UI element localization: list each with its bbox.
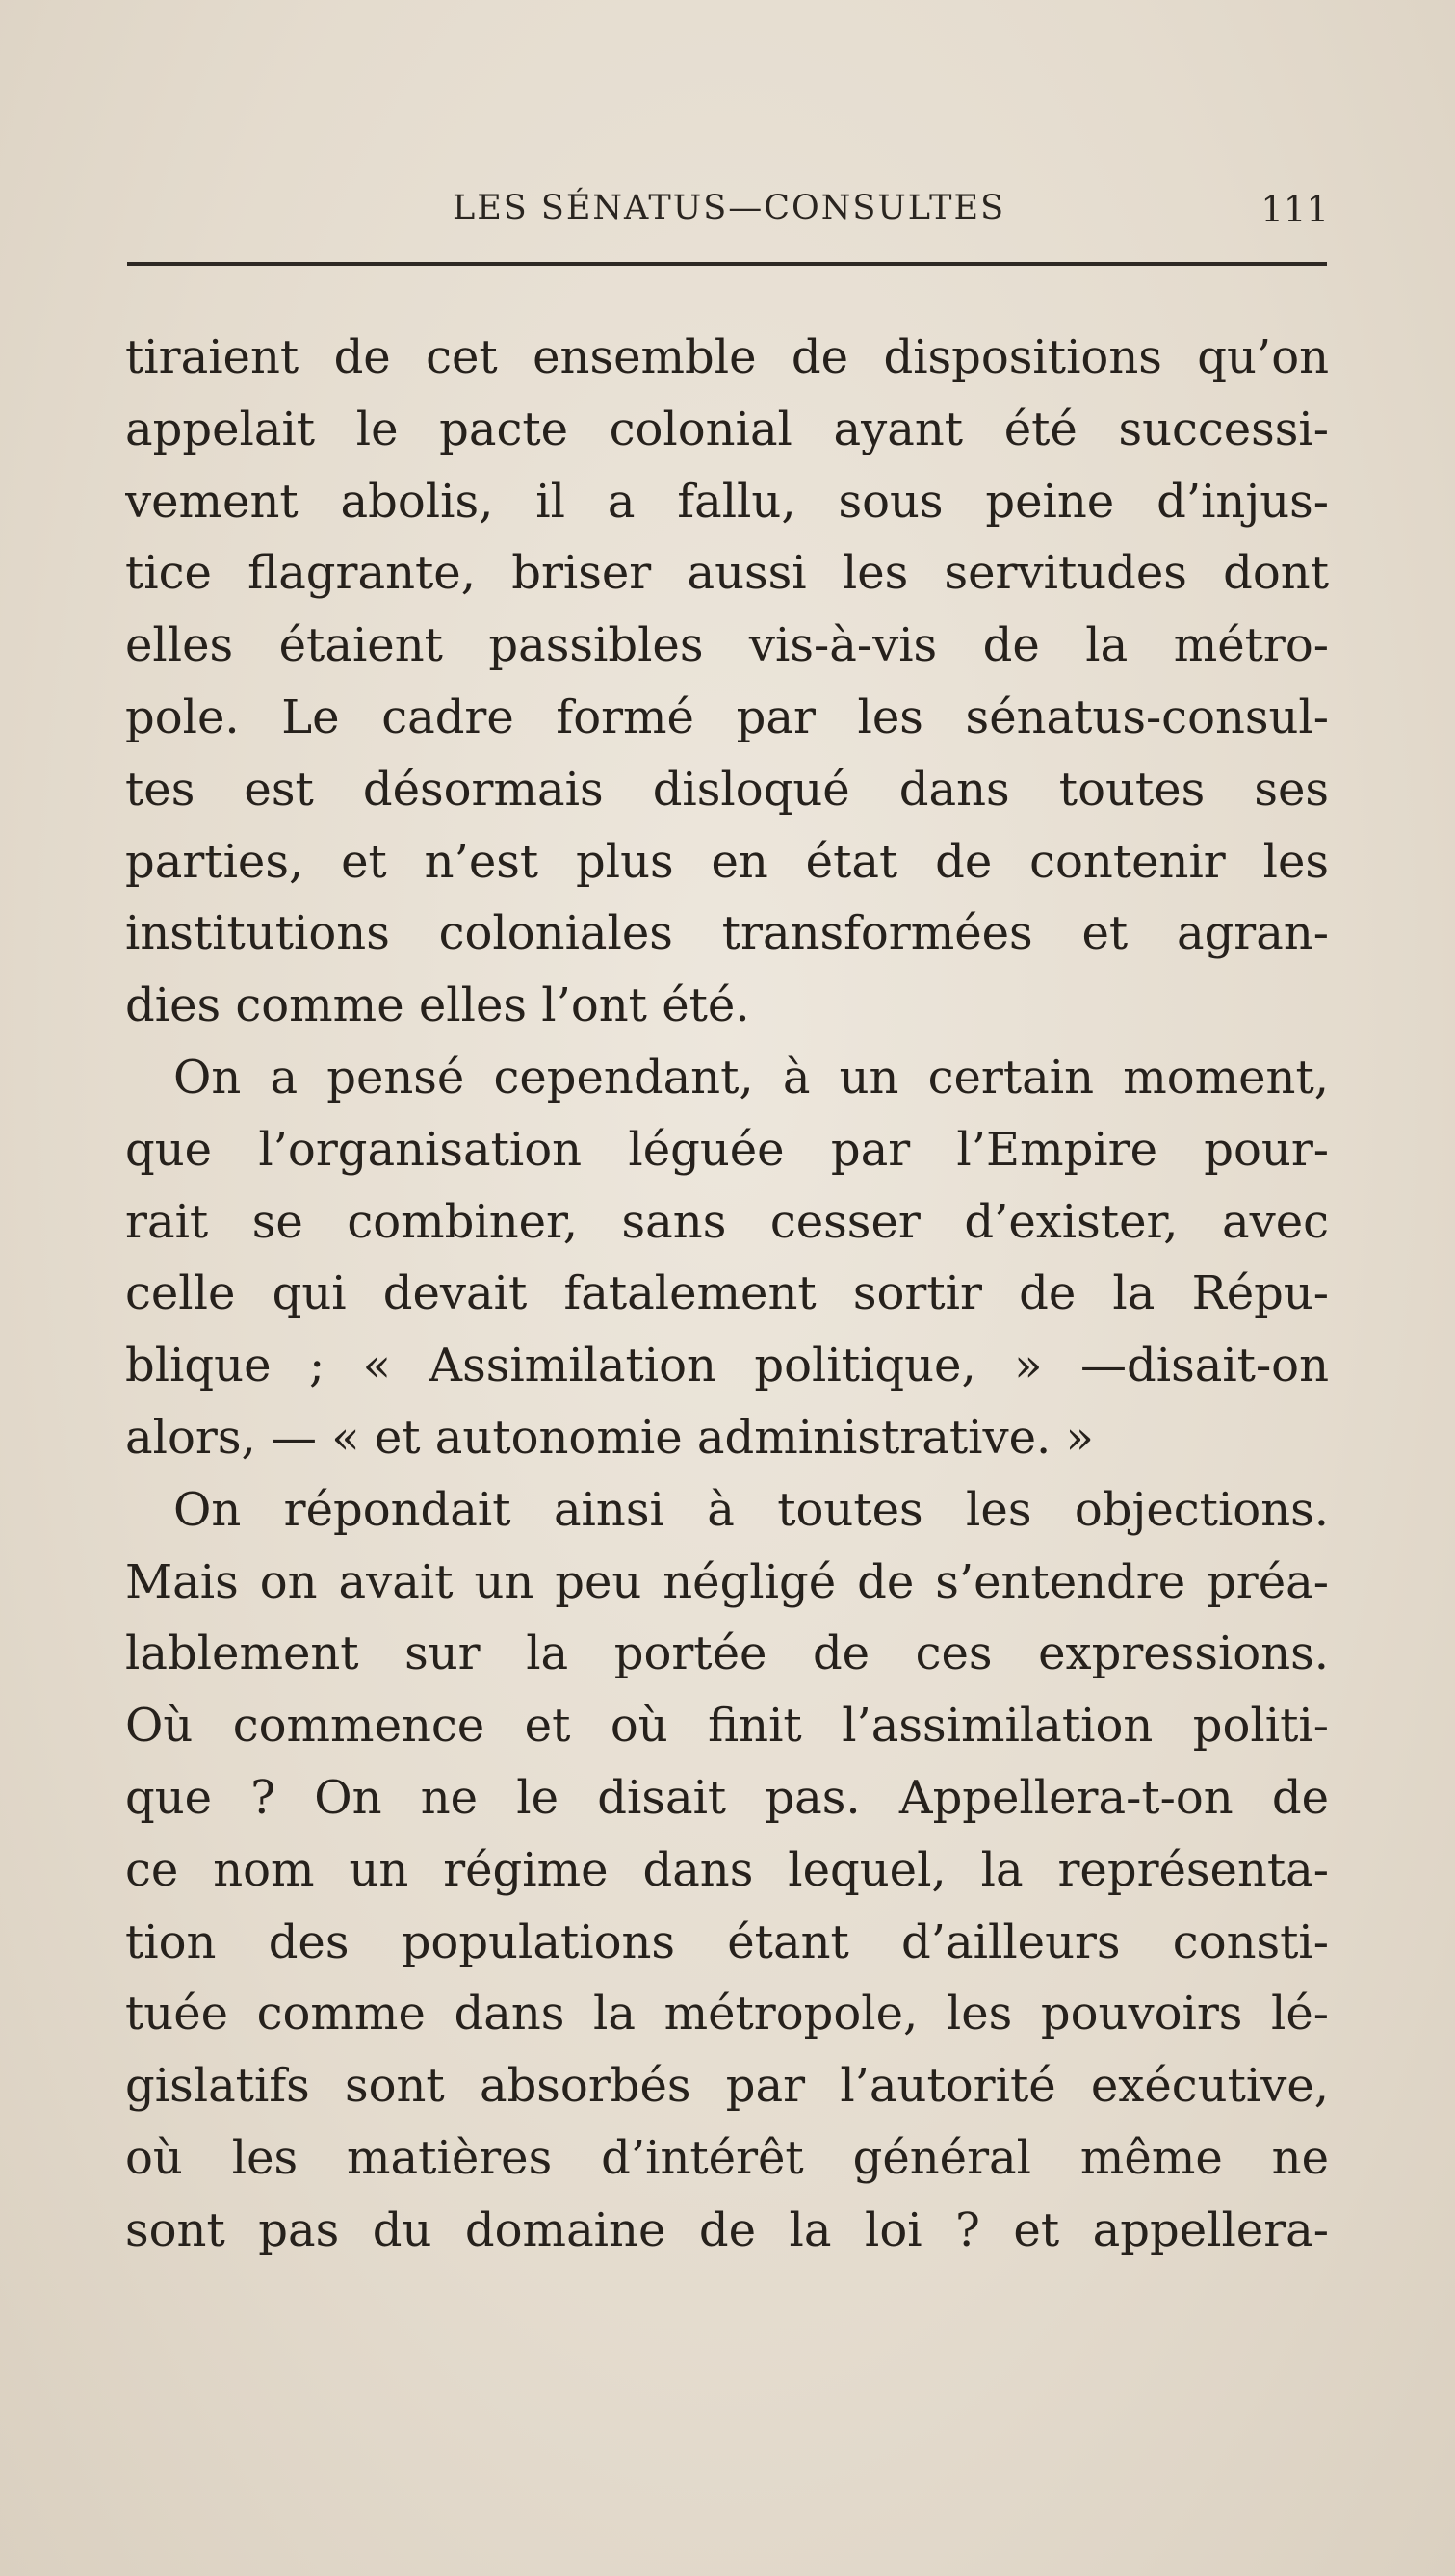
text-line: que ? On ne le disait pas. Appellera-t-on de xyxy=(125,1770,1329,1825)
text-line: blique ; « Assimilation politique, » —disait-on xyxy=(125,1339,1329,1393)
text-line: où les matières d’intérêt général même ne xyxy=(125,2130,1329,2185)
header-rule xyxy=(127,262,1327,266)
text-line: gislatifs sont absorbés par l’autorité exécutive, xyxy=(125,2059,1329,2114)
text-line: tice flagrante, briser aussi les servitudes dont xyxy=(125,546,1329,601)
text-line: alors, — « et autonomie administrative. » xyxy=(125,1410,1094,1465)
running-title: LES SÉNATUS—CONSULTES xyxy=(453,189,1006,227)
text-line: que l’organisation léguée par l’Empire pour- xyxy=(125,1122,1329,1177)
text-line: elles étaient passibles vis-à-vis de la métro- xyxy=(125,618,1329,673)
body-text xyxy=(125,322,1329,2267)
text-line: Où commence et où finit l’assimilation politi- xyxy=(125,1699,1329,1754)
text-line: tuée comme dans la métropole, les pouvoirs lé- xyxy=(125,1987,1329,2042)
running-head xyxy=(125,189,1329,237)
text-line: On a pensé cependant, à un certain moment, xyxy=(173,1050,1329,1105)
text-line: tion des populations étant d’ailleurs consti- xyxy=(125,1914,1329,1969)
text-line: tiraient de cet ensemble de dispositions qu’on xyxy=(125,330,1329,384)
text-line: On répondait ainsi à toutes les objections. xyxy=(173,1482,1329,1537)
text-line: vement abolis, il a fallu, sous peine d’injus- xyxy=(125,474,1329,529)
text-line: institutions coloniales transformées et agran- xyxy=(125,906,1329,961)
text-line: celle qui devait fatalement sortir de la Répu- xyxy=(125,1266,1329,1321)
text-line: sont pas du domaine de la loi ? et appellera- xyxy=(125,2202,1329,2257)
text-line: dies comme elles l’ont été. xyxy=(125,978,750,1033)
page-number: 111 xyxy=(1260,189,1329,230)
text-line: lablement sur la portée de ces expressions. xyxy=(125,1626,1329,1681)
text-line: pole. Le cadre formé par les sénatus-consul- xyxy=(125,690,1329,744)
text-line: ce nom un régime dans lequel, la représenta- xyxy=(125,1842,1329,1897)
text-line: appelait le pacte colonial ayant été successi- xyxy=(125,402,1329,456)
text-line: rait se combiner, sans cesser d’exister, avec xyxy=(125,1194,1329,1249)
text-line: Mais on avait un peu négligé de s’entendre préa- xyxy=(125,1554,1329,1609)
text-line: tes est désormais disloqué dans toutes ses xyxy=(125,762,1329,817)
text-line: parties, et n’est plus en état de contenir les xyxy=(125,834,1329,889)
